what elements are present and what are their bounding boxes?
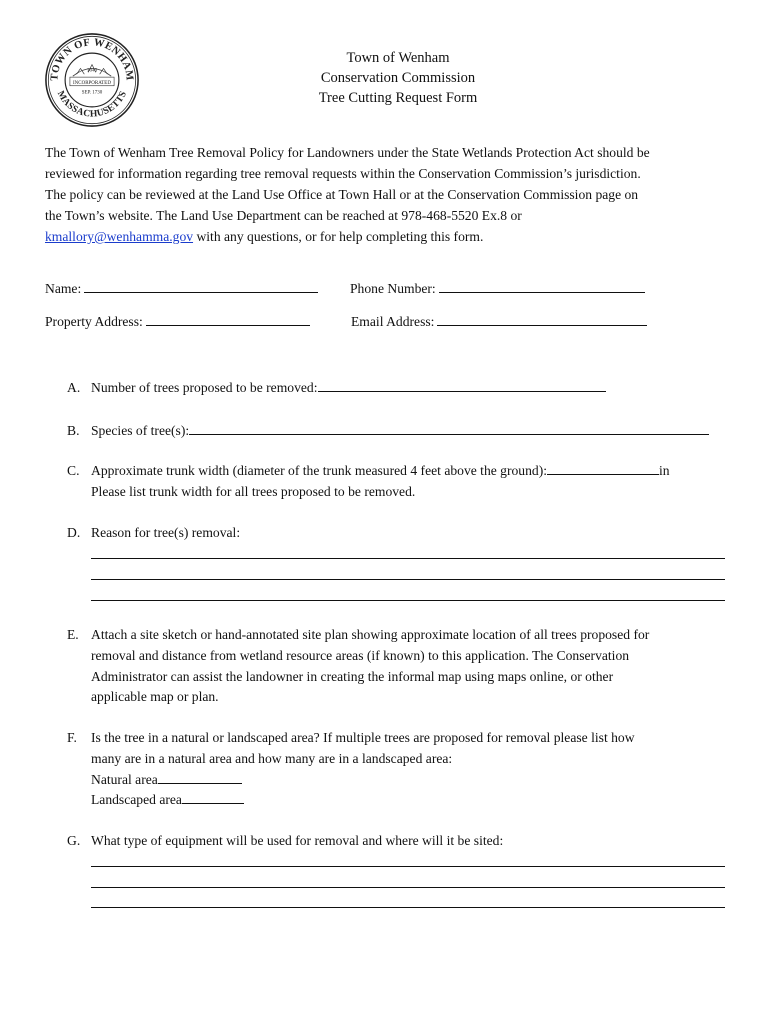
question-b (67, 421, 709, 442)
intro-line (45, 226, 735, 247)
town-seal-logo (44, 32, 140, 128)
name-input-line[interactable] (84, 280, 318, 293)
email-field[interactable] (351, 313, 647, 330)
natural-area-label: Natural area (91, 771, 158, 787)
unit-label: in (659, 463, 670, 478)
intro-paragraph (45, 142, 735, 247)
item-letter: D. (67, 525, 81, 540)
species-input-line[interactable] (189, 422, 709, 435)
intro-line: the Town’s website. The Land Use Department can be reached at 978-468-5520 Ex.8 or (45, 208, 522, 223)
question-e (67, 625, 649, 708)
email-input-line[interactable] (437, 313, 647, 326)
property-address-label: Property Address: (45, 314, 143, 329)
email-label: Email Address: (351, 314, 435, 329)
form-header (260, 48, 536, 108)
trees-count-input-line[interactable] (318, 379, 606, 392)
question-text: Approximate trunk width (diameter of the trunk measured 4 feet above the ground): (91, 463, 548, 478)
reason-input-line[interactable] (91, 579, 725, 580)
item-letter: E. (67, 627, 79, 642)
equipment-input-line[interactable] (91, 887, 725, 888)
landscaped-area-input-line[interactable] (182, 791, 244, 804)
svg-text:MASSACHUSETTS: MASSACHUSETTS (54, 89, 130, 120)
equipment-input-line[interactable] (91, 866, 725, 867)
question-text: Species of tree(s): (91, 423, 190, 438)
intro-line-rest: with any questions, or for help completing this form. (193, 229, 484, 244)
question-f (67, 728, 635, 811)
question-text: What type of equipment will be used for removal and where will it be sited: (91, 833, 504, 848)
reason-input-line[interactable] (91, 558, 725, 559)
property-address-input-line[interactable] (146, 313, 310, 326)
property-address-field[interactable] (45, 313, 310, 330)
equipment-input-line[interactable] (91, 907, 725, 908)
question-text: Number of trees proposed to be removed: (91, 380, 318, 395)
email-link[interactable]: kmallory@wenhamma.gov (45, 229, 194, 244)
question-a (67, 378, 606, 399)
svg-text:1643: 1643 (86, 67, 98, 74)
question-c (67, 461, 670, 503)
name-label: Name: (45, 281, 82, 296)
commission-name: Conservation Commission (320, 70, 476, 86)
question-d (67, 523, 240, 544)
landscaped-area-label: Landscaped area (91, 792, 182, 808)
phone-input-line[interactable] (439, 280, 645, 293)
question-text: Administrator can assist the landowner in creating the informal map using maps online, or other (91, 668, 614, 684)
question-text-line2: Please list trunk width for all trees proposed to be removed. (91, 483, 416, 499)
item-letter: A. (67, 380, 81, 395)
trunk-width-input-line[interactable] (547, 462, 659, 475)
intro-line: The policy can be reviewed at the Land Use Office at Town Hall or at the Conservation Commission page on (45, 187, 639, 202)
item-letter: F. (67, 730, 77, 745)
question-text: Reason for tree(s) removal: (91, 525, 241, 540)
question-text: Is the tree in a natural or landscaped area? If multiple trees are proposed for removal please list how (91, 730, 635, 745)
reason-input-line[interactable] (91, 600, 725, 601)
item-letter: C. (67, 463, 80, 478)
svg-text:SEP. 1730: SEP. 1730 (81, 90, 103, 96)
form-title: Tree Cutting Request Form (318, 90, 478, 106)
phone-field[interactable] (350, 280, 645, 297)
question-g (67, 831, 503, 852)
intro-line: reviewed for information regarding tree removal requests within the Conservation Commission’s jurisdiction. (45, 166, 641, 181)
item-letter: G. (67, 833, 81, 848)
question-text: Attach a site sketch or hand-annotated site plan showing approximate location of all trees proposed for (91, 627, 650, 642)
svg-text:TOWN OF WENHAM: TOWN OF WENHAM (49, 37, 135, 82)
natural-area-input-line[interactable] (158, 771, 242, 784)
intro-line: The Town of Wenham Tree Removal Policy for Landowners under the State Wetlands Protection Act should be (45, 145, 650, 160)
question-text: many are in a natural area and how many are in a landscaped area: (91, 750, 453, 766)
town-name: Town of Wenham (346, 50, 450, 66)
item-letter: B. (67, 423, 80, 438)
phone-label: Phone Number: (350, 281, 436, 296)
question-text: removal and distance from wetland resource areas (if known) to this application. The Conservation (91, 647, 630, 663)
name-field[interactable] (45, 280, 318, 297)
svg-text:INCORPORATED: INCORPORATED (73, 80, 111, 86)
question-text: applicable map or plan. (91, 689, 219, 705)
